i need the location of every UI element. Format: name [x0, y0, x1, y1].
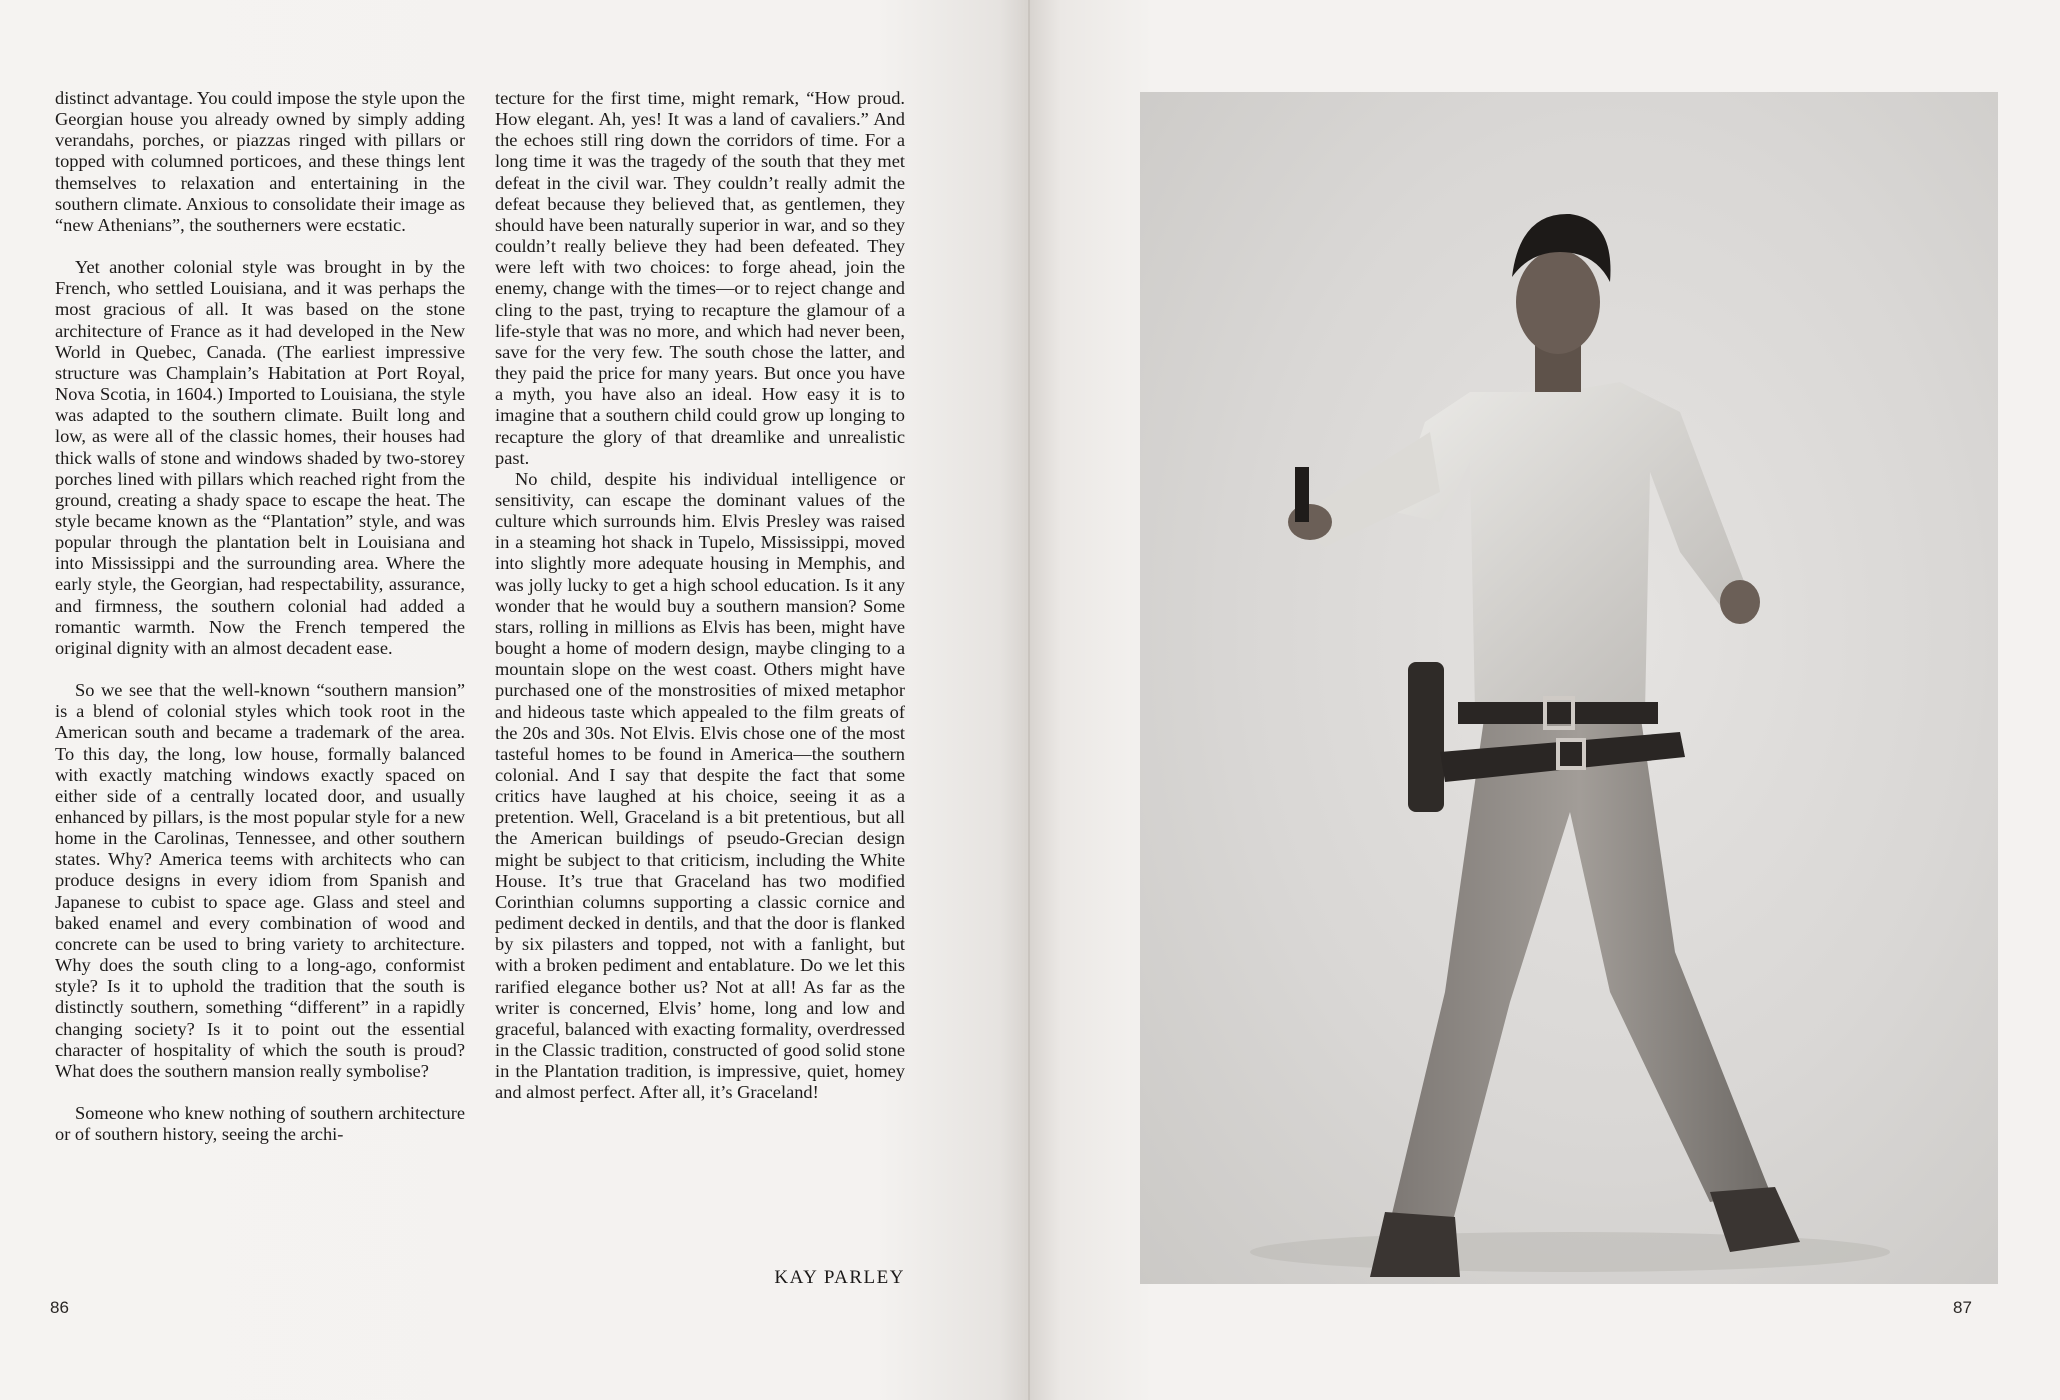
- paragraph: Yet another colonial style was brought in by the French, who settled Louisiana, and it was perhaps the most gracious of all. It was based on the stone architecture of France as it had developed in the New World in Quebec, Canada. (The earliest impressive structure was Champlain’s Habitation at Port Royal, Nova Scotia, in 1604.) Imported to Louisiana, the style was adapted to the southern climate. Built long and low, as were all of the classic homes, their houses had thick walls of stone and windows shaded by two-storey porches lined with pillars which reached right from the ground, creating a shady space to escape the heat. The style became known as the “Plantation” style, and was popular through the plantation belt in Louisiana and into Mississippi and the surrounding area. Where the early style, the Georgian, had respectability, assurance, and firmness, the southern colonial had added a romantic warmth. Now the French tempered the original dignity with an almost decadent ease.: [55, 257, 465, 658]
- paragraph: tecture for the first time, might remark, “How proud. How elegant. Ah, yes! It was a land of cavaliers.” And the echoes still ring down the corridors of time. For a long time it was the tragedy of the south that they met defeat in the civil war. They couldn’t really admit the defeat because they believed that, as gentlemen, they should have been naturally superior in war, and so they couldn’t really believe they had been defeated. They were left with two choices: to forge ahead, join the enemy, change with the times—or to reject change and cling to the past, trying to recapture the glamour of a life-style that was no more, and which had never been, save for the very few. The south chose the latter, and they paid the price for many years. But once you have a myth, you have also an ideal. How easy it is to imagine that a southern child could grow up longing to recapture the glory of that dreamlike and unrealistic past.: [495, 88, 905, 468]
- paragraph: No child, despite his individual intelligence or sensitivity, can escape the dominant values of the culture which surrounds him. Elvis Presley was raised in a steaming hot shack in Tupelo, Mississippi, moved into slightly more adequate housing in Memphis, and was jolly lucky to get a high school education. Is it any wonder that he would buy a southern mansion? Some stars, rolling in millions as Elvis has been, might have bought a home of modern design, maybe clinging to a mountain slope on the west coast. Others might have purchased one of the monstrosities of mixed metaphor and hideous taste which appealed to the film greats of the 20s and 30s. Not Elvis. Elvis chose one of the most tasteful homes to be found in America—the southern colonial. And I say that despite the fact that some critics have laughed at his choice, seeing it as a pretention. Well, Graceland is a bit pretentious, but all the American buildings of pseudo-Grecian design might be subject to that criticism, including the White House. It’s true that Graceland has two modified Corinthian columns supporting a classic cornice and pediment decked in dentils, and that the door is flanked by six pilasters and topped, not with a fanlight, but with a broken pediment and entablature. Do we let this rarified elegance bother us? Not at all! As far as the writer is concerned, Elvis’ home, long and low and graceful, balanced with exacting formality, overdressed in the Classic tradition, constructed of good solid stone in the Plantation tradition, is impressive, quiet, homey and almost perfect. After all, it’s Graceland!: [495, 468, 905, 1103]
- page-number-right: 87: [1953, 1298, 1972, 1317]
- photo-illustration: [1140, 92, 1998, 1284]
- text-column-2: [495, 88, 905, 1104]
- paragraph: distinct advantage. You could impose the style upon the Georgian house you already owned by simply adding verandahs, porches, or piazzas ringed with pillars or topped with columned porticoes, and these things lent themselves to relaxation and entertaining in the southern climate. Anxious to consolidate their image as “new Athenians”, the southerners were ecstatic.: [55, 88, 465, 235]
- elvis-photograph: [1140, 92, 1998, 1284]
- page-number-left: 86: [50, 1298, 69, 1317]
- text-column-1: [55, 88, 465, 1145]
- paragraph: So we see that the well-known “southern mansion” is a blend of colonial styles which took root in the American south and became a trademark of the area. To this day, the long, low house, formally balanced with exactly matching windows exactly spaced on either side of a centrally located door, and usually enhanced by pillars, is the most popular style for a new home in the Carolinas, Tennessee, and other southern states. Why? America teems with architects who can produce designs in every idiom from Spanish and Japanese to cubist to space age. Glass and steel and baked enamel and every combination of wood and concrete can be used to bring variety to architecture. Why does the south cling to a long-ago, conformist style? Is it to uphold the tradition that the south is distinctly southern, something “different” in a rapidly changing society? Is it to point out the essential character of hospitality of which the south is proud? What does the southern mansion really symbolise?: [55, 680, 465, 1081]
- author-byline: KAY PARLEY: [774, 1267, 905, 1288]
- paragraph: Someone who knew nothing of southern architecture or of southern history, seeing the archi-: [55, 1103, 465, 1145]
